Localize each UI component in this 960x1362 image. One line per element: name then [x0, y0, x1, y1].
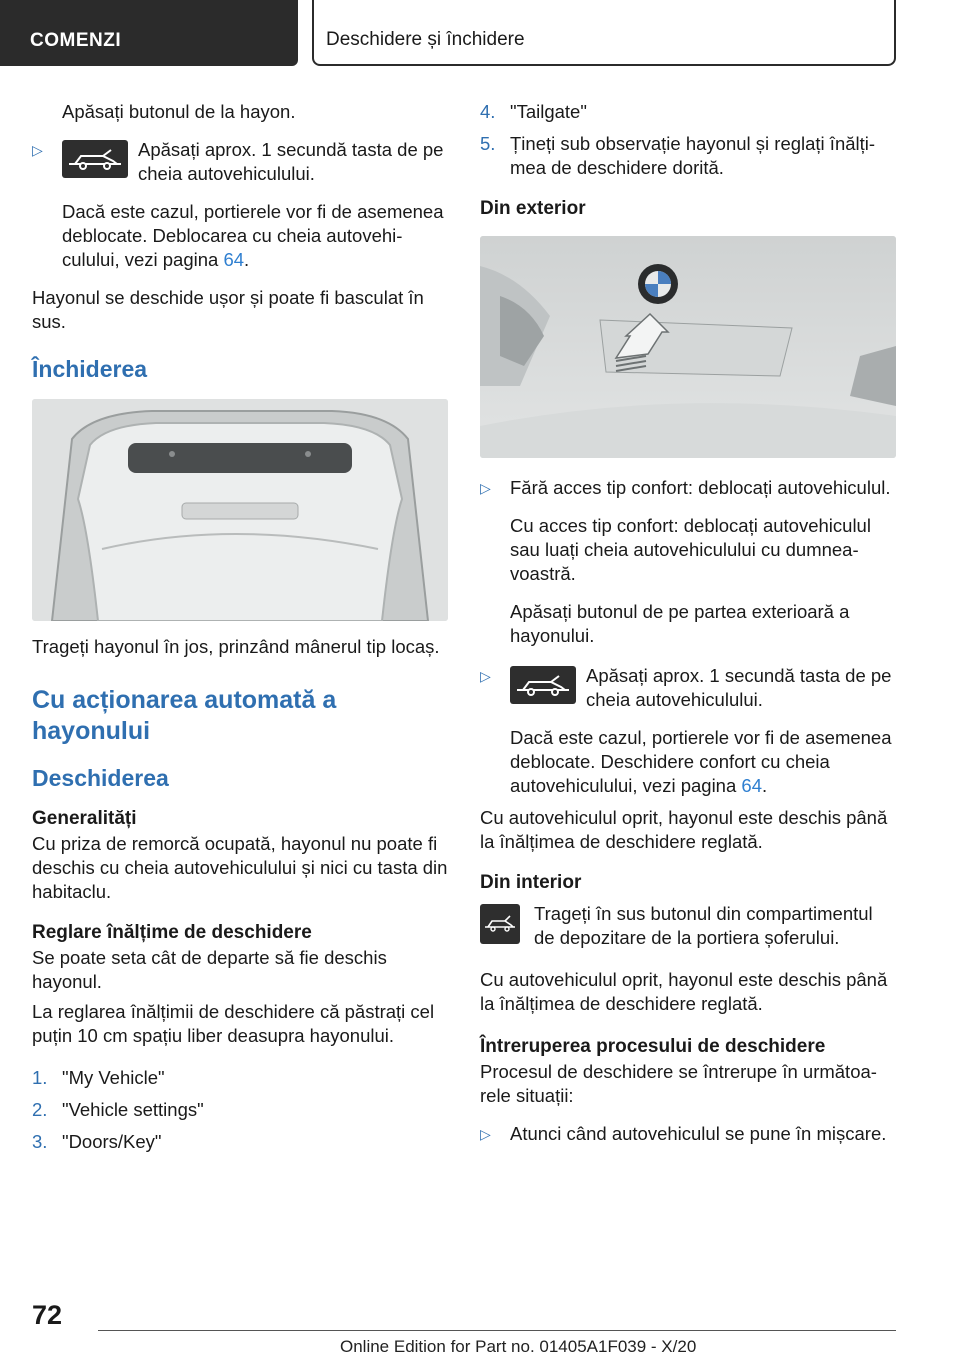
paragraph: Apăsați butonul de pe partea exterioară a hayonului. — [510, 601, 850, 646]
rear-badge-image — [480, 236, 896, 458]
heading-interrupt: Întreruperea procesului de deschidere — [480, 1036, 826, 1057]
inside-step — [480, 902, 896, 950]
triangle-right-icon: ▷ — [480, 668, 491, 684]
paragraph: Cu acces tip confort: deblocați autovehiculul sau luați cheia autovehiculului cu dumneavoastră. — [510, 515, 871, 584]
list-item: 3. "Doors/Key" — [32, 1131, 162, 1152]
bullet-item: ▷ Atunci când autovehiculul se pune în mișcare. — [480, 1123, 887, 1144]
paragraph: Trageți hayonul în jos, prinzând mânerul tip locaș. — [32, 636, 440, 657]
paragraph: Apăsați butonul de la hayon. — [62, 101, 296, 122]
chapter-tab — [312, 0, 896, 66]
heading-inside: Din interior — [480, 872, 582, 893]
step-list — [480, 100, 896, 180]
key-step-text: Apăsați aprox. 1 secundă tasta de pe cheia autovehiculului. — [586, 665, 892, 710]
paragraph: Dacă este cazul, portierele vor fi de asemenea deblocate. Deschidere confort cu cheia autovehiculului, vezi pagina 64. — [510, 727, 892, 796]
heading-height: Reglare înălțime de deschidere — [32, 922, 312, 943]
key-step-text: Apăsați aprox. 1 secundă tasta de pe cheia autovehiculului. — [138, 139, 444, 184]
footer-divider — [98, 1330, 896, 1331]
left-column — [32, 100, 450, 1162]
inside-step-text: Trageți în sus butonul din compartimentul de depozitare de la portiera șoferului. — [534, 903, 873, 948]
paragraph: Cu priza de remorcă ocupată, hayonul nu poate fi deschis cu cheia autovehiculului și nici cu tasta din habitaclu. — [32, 833, 448, 902]
section-title: COMENZI — [30, 30, 122, 51]
tailgate-interior-image — [32, 399, 448, 621]
page-number: 72 — [32, 1300, 63, 1330]
paragraph: Se poate seta cât de departe să fie deschis hayonul. — [32, 947, 387, 992]
step-list — [32, 1066, 450, 1154]
right-column — [480, 100, 896, 1146]
heading-outside: Din exterior — [480, 198, 586, 219]
heading-automatic: Cu acționarea automată a hayonului — [32, 686, 337, 745]
triangle-right-icon: ▷ — [480, 1126, 491, 1142]
car-tailgate-button-icon — [480, 904, 520, 944]
list-item: 2. "Vehicle settings" — [32, 1099, 204, 1120]
list-item: 4. "Tailgate" — [480, 101, 587, 122]
section-tab — [0, 0, 298, 66]
page-link[interactable]: 64 — [223, 249, 245, 270]
paragraph: La reglarea înălțimii de deschidere că păstrați cel puțin 10 cm spațiu liber deasupra hayonului. — [32, 1001, 435, 1046]
list-item: 1. "My Vehicle" — [32, 1067, 165, 1088]
heading-general: Generalități — [32, 808, 137, 829]
paragraph: Cu autovehiculul oprit, hayonul este deschis până la înălțimea de deschidere reglată. — [480, 969, 888, 1014]
paragraph: Procesul de deschidere se întrerupe în următoarele situații: — [480, 1061, 877, 1106]
key-step — [480, 664, 896, 712]
triangle-right-icon: ▷ — [32, 142, 43, 158]
list-item: 5. Țineți sub observație hayonul și reglați înălțimea de deschidere dorită. — [480, 133, 876, 178]
page-header — [0, 0, 960, 66]
page-link[interactable]: 64 — [741, 775, 762, 796]
bullet-item: ▷ Fără acces tip confort: deblocați autovehiculul. — [480, 477, 891, 498]
footer-edition: Online Edition for Part no. 01405A1F039 - X/20 — [340, 1337, 697, 1356]
chapter-title: Deschidere și închidere — [326, 29, 525, 50]
car-tailgate-key-icon — [510, 666, 576, 704]
paragraph: Hayonul se deschide ușor și poate fi basculat în sus. — [32, 287, 424, 332]
triangle-right-icon: ▷ — [480, 480, 491, 496]
paragraph: Cu autovehiculul oprit, hayonul este deschis până la înălțimea de deschidere reglată. — [480, 807, 888, 852]
key-step — [32, 138, 450, 186]
car-tailgate-key-icon — [62, 140, 128, 178]
heading-opening: Deschiderea — [32, 765, 169, 791]
paragraph: Dacă este cazul, portierele vor fi de asemenea deblocate. Deblocarea cu cheia autovehiculului, vezi pagina 64. — [62, 201, 444, 270]
heading-closing: Închiderea — [32, 356, 148, 382]
